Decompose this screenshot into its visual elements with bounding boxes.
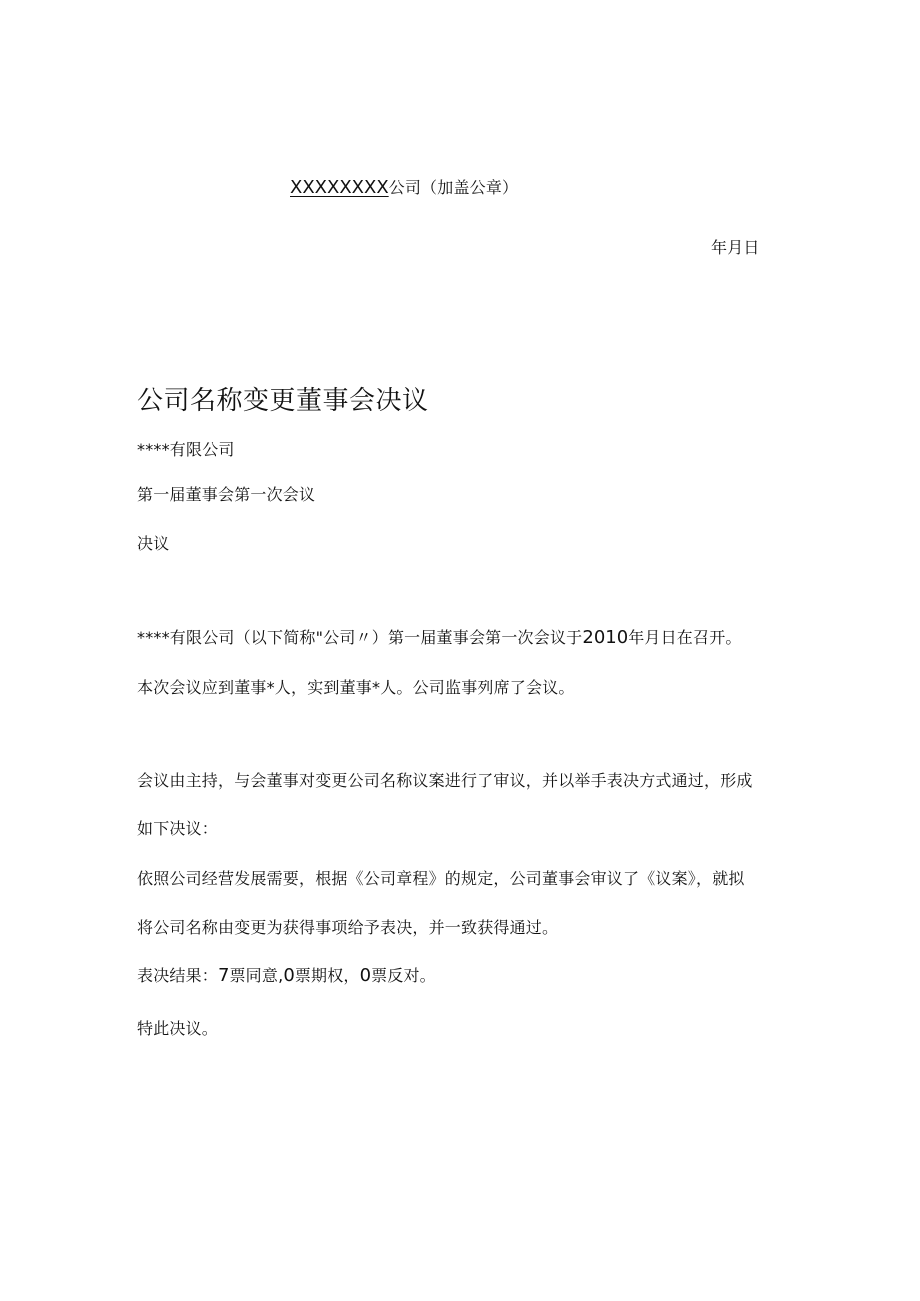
- paragraph-3-line-2: 将公司名称由变更为获得事项给予表决，并一致获得通过。: [137, 918, 559, 937]
- paragraph-1-line-1: [137, 628, 742, 648]
- company-stamp-suffix: 公司（加盖公章）: [388, 178, 519, 197]
- paragraph-1-text-before: ****有限公司（以下简称"公司〃）第一届董事会第一次会议于: [137, 628, 583, 647]
- paragraph-2-line-2: 如下决议：: [137, 819, 219, 838]
- company-name-placeholder: XXXXXXXX: [290, 177, 389, 198]
- meeting-line: 第一届董事会第一次会议: [137, 485, 316, 504]
- paragraph-1-text-after: 年月日在召开。: [628, 628, 742, 647]
- signature-date: 年月日: [711, 238, 760, 257]
- paragraph-3-line-1: 依照公司经营发展需要，根据《公司章程》的规定，公司董事会审议了《议案》，就拟: [137, 869, 745, 888]
- abstain-text: 票期权，: [294, 966, 360, 985]
- closing-line: 特此决议。: [137, 1019, 219, 1038]
- agree-count: 7: [218, 965, 230, 986]
- meeting-year: 2010: [582, 627, 629, 648]
- vote-result-label: 表决结果：: [137, 966, 219, 985]
- vote-result-line: [137, 966, 436, 986]
- document-title: 公司名称变更董事会决议: [137, 386, 429, 416]
- signature-company-line: [290, 178, 518, 198]
- paragraph-2-line-1: 会议由主持，与会董事对变更公司名称议案进行了审议，并以举手表决方式通过，形成: [137, 771, 753, 790]
- oppose-text: 票反对。: [371, 966, 436, 985]
- agree-text: 票同意,: [229, 966, 284, 985]
- abstain-count: 0: [283, 965, 295, 986]
- oppose-count: 0: [359, 965, 372, 986]
- paragraph-1-line-2: 本次会议应到董事*人，实到董事*人。公司监事列席了会议。: [137, 678, 575, 697]
- resolution-heading: 决议: [137, 534, 170, 553]
- company-line: ****有限公司: [137, 440, 235, 459]
